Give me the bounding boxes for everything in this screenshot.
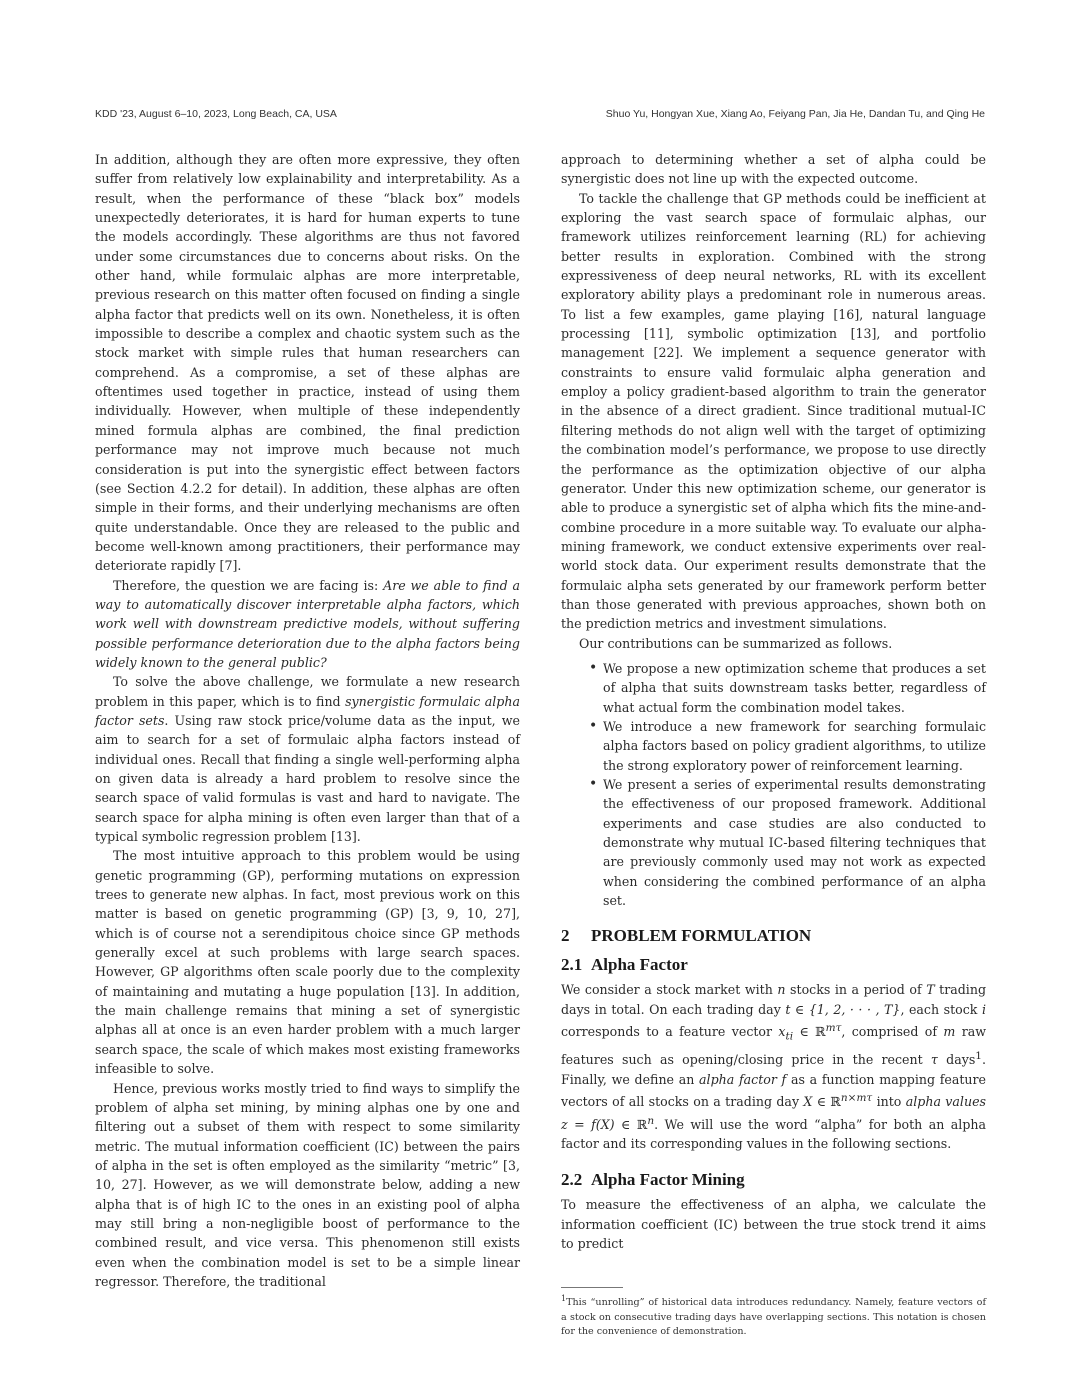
math: ∈ ℝ [614,1116,648,1132]
math: T [926,982,935,998]
running-header-authors: Shuo Yu, Hongyan Xue, Xiang Ao, Feiyang Pan, Jia He, Dandan Tu, and Qing He [605,108,985,120]
paragraph-alpha-factor-definition [561,980,986,1153]
text-run: stocks in a period of [785,982,927,998]
math: τ [930,1052,938,1068]
paragraph: To tackle the challenge that GP methods could be inefficient at exploring the vast search space of formulaic alphas, our framework utilizes reinforcement learning (RL) for achieving better results in exploration. Combined with the strong expressiveness of deep neural networks, RL with its excellent exploratory ability plays a predominant role in numerous areas. To list a few examples, game playing [16], natural language processing [11], symbolic optimization [13], and portfolio management [22]. We implement a sequence generator with constraints to ensure valid formulaic alpha generation and employ a policy gradient-based algorithm to train the generator in the absence of a direct gradient. Since traditional mutual-IC filtering methods do not align well with the target of optimizing the combination model’s performance, we propose to use directly the performance as the optimization objective of our alpha generator. Under this new optimization scheme, our generator is able to produce a synergistic set of alpha which fits the mine-and-combine procedure in a more suitable way. To evaluate our alpha-mining framework, we conduct extensive experiments over real-world stock data. Our experiment results demonstrate that the formulaic alpha sets generated by our framework perform better than those generated with previous approaches, shown both on the prediction metrics and investment simulations. [561,190,986,632]
math: = [567,1116,592,1132]
text-run: . We will use the word “alpha” for both an alpha factor and its corresponding values in the following sections. [561,1116,987,1152]
paragraph: approach to determining whether a set of alpha could be synergistic does not line up with the expected outcome. [561,152,986,187]
math: f(X) [591,1116,615,1132]
emphasis-italic: synergistic formulaic alpha factor sets [95,693,520,728]
research-question-italic: Are we able to find a way to automatically discover interpretable alpha factors, which work well with downstream predictive models, without suffering possible performance deterioration due to the alpha factors being widely known to the general public? [95,577,521,670]
text-run: We consider a stock market with [561,982,778,998]
subsection-heading [561,952,986,978]
math-superscript: n×mτ [840,1092,873,1105]
paragraph-problem [95,672,520,846]
subsection-title: Alpha Factor [591,955,688,975]
footnote-marker[interactable]: 1 [975,1050,982,1063]
text-run: corresponds to a feature vector [561,1024,779,1040]
section-heading [561,924,986,948]
emphasis-italic: alpha values z [561,1094,986,1132]
list-item: • We introduce a new framework for searching formulaic alpha factors based on policy gradient algorithms, to utilize the strong exploratory power of reinforcement learning. [603,717,986,775]
subsection-number: 2.1 [561,955,583,975]
section-title: PROBLEM FORMULATION [591,926,812,946]
paragraph: The most intuitive approach to this problem would be using genetic programming (GP), performing mutations on expression trees to generate new alphas. In fact, most previous work on this matter is based on genetic programming (GP) [3, 9, 10, 27], which is of course not a serendipitous choice since GP methods generally excel at such problems with large search spaces. However, GP algorithms often scale poorly due to the complexity of maintaining and mutating a huge population [13]. In addition, the main challenge remains that mining a set of synergistic alphas all at once is an even harder problem with a much larger search space, the scale of which makes most existing frameworks infeasible to solve. [95,848,520,1077]
text-run: Therefore, the question we are facing is: [113,577,384,593]
list-item: • We propose a new optimization scheme that produces a set of alpha that suits downstream tasks better, regardless of what actual form the combination model takes. [603,659,986,717]
paragraph-research-question [95,576,520,673]
math-superscript: n [647,1114,655,1127]
contributions-list [561,659,986,910]
text-run: into [872,1094,906,1110]
text-run: To solve the above challenge, we formulate a new research problem in this paper, which is to find [95,674,520,709]
text-run: , each stock [900,1001,982,1017]
math: x [778,1024,786,1040]
math: ∈ ℝ [793,1024,826,1040]
footnote-number: 1 [561,1294,567,1304]
paragraph: To measure the effectiveness of an alpha, we calculate the information coefficient (IC) between the true stock trend it aims to predict [561,1197,986,1252]
math-superscript: mτ [825,1022,842,1035]
paragraph: Hence, previous works mostly tried to find ways to simplify the problem of alpha set mining, by mining alphas one by one and filtering out a subset of them with respect to some similarity metric. The mutual information coefficient (IC) between the pairs of alpha in the set is often employed as the similarity “metric” [3, 10, 27]. However, as we will demonstrate below, adding a new alpha that is of high IC to the ones in an existing pool of alpha may still bring a non-negligible boost of performance to the combined result, and vice versa. This phenomenon still exists even when the combination model is set to be a simple linear regressor. Therefore, the traditional [95,1080,520,1289]
emphasis-italic: alpha factor f [699,1071,787,1087]
list-item: • We present a series of experimental results demonstrating the effectiveness of our proposed framework. Additional experiments and case studies are also conducted to demonstrate why mutual IC-based filtering techniques that are previously commonly used may not work as expected when considering the combined performance of an alpha set. [603,775,986,910]
math: i [981,1001,986,1017]
math: t ∈ {1, 2, · · · , T} [785,1001,901,1017]
math: X [803,1094,813,1110]
section-number: 2 [561,926,570,946]
math: n [777,982,786,998]
subsection-title: Alpha Factor Mining [591,1170,745,1190]
subsection-number: 2.2 [561,1170,583,1190]
math: ∈ ℝ [812,1094,841,1110]
paragraph: Our contributions can be summarized as follows. [579,635,893,651]
text-run: , comprised of [841,1024,944,1040]
text-run: as a function mapping feature vectors of all stocks on a trading day [561,1071,986,1110]
math: m [943,1024,956,1040]
running-header-venue: KDD '23, August 6–10, 2023, Long Beach, CA, USA [95,108,337,120]
paragraph: In addition, although they are often more expressive, they often suffer from relatively low explainability and interpretability. As a result, when the performance of these “black box” models unexpectedly deteriorates, it is hard for human experts to tune the models accordingly. These algorithms are thus not favored under some circumstances due to concerns about risks. On the other hand, while formulaic alphas are more interpretable, previous research on this matter often focused on finding a single alpha factor that predicts well on its own. Nonetheless, it is often impossible to describe a complex and chaotic system such as the stock market with simple rules that human researchers can comprehend. As a compromise, a set of these alphas are oftentimes used together in practice, instead of using them individually. However, when multiple of these independently mined formula alphas are combined, the final prediction performance may not improve much because not much consideration is put into the synergistic effect between factors (see Section 4.2.2 for detail). In addition, these alphas are often simple in their forms, and their underlying mechanisms are often quite understandable. Once they are released to the public and become well-known among practitioners, their performance may deteriorate rapidly [7]. [95,152,520,574]
text-run: trading days in total. On each trading day [561,982,987,1017]
footnote [561,1292,986,1338]
footnote-text: This “unrolling” of historical data introduces redundancy. Namely, feature vectors of a stock on consecutive trading days have overlapping sections. This notation is chosen for the convenience of demonstration. [561,1297,986,1337]
subsection-heading [561,1167,986,1193]
left-column [95,150,520,1291]
math-subscript: ti [785,1030,794,1043]
text-run: . Finally, we define an [561,1052,986,1087]
footnote-rule [561,1287,623,1288]
text-run: raw features such as opening/closing price in the recent [561,1024,987,1068]
text-run: days [937,1052,976,1068]
right-column [561,150,986,1339]
text-run: . Using raw stock price/volume data as the input, we aim to search for a set of formulaic alpha factors instead of individual ones. Recall that finding a single well-performing alpha on given data is already a hard problem to resolve since the search space of valid formulas is vast and hard to navigate. The search space for alpha mining is often even larger than that of a typical symbolic regression problem [13]. [95,712,520,845]
